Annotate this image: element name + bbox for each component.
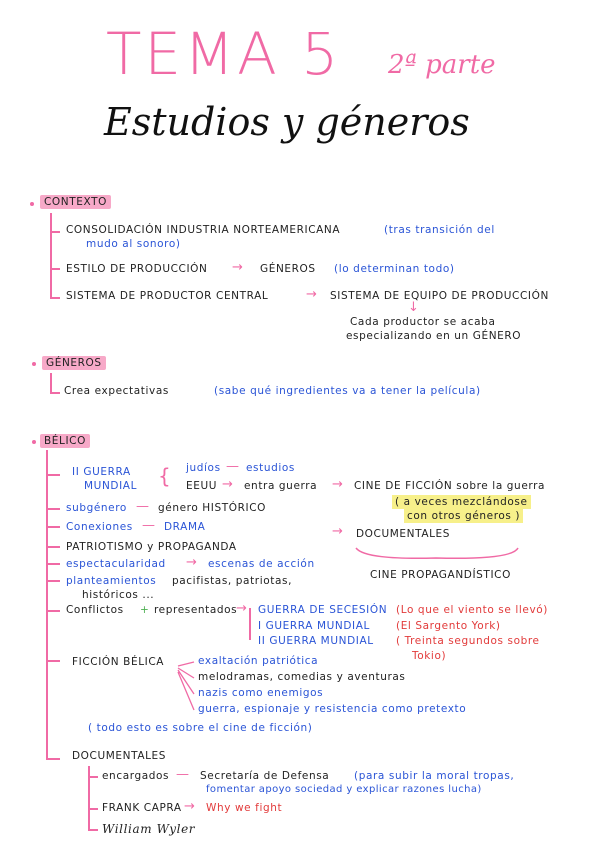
contexto-line1-note2: mudo al sonoro) [86,238,181,250]
contexto-line4b: especializando en un GÉNERO [346,330,522,342]
contexto-line1-note: (tras transición del [384,224,495,236]
guerra-1: I GUERRA MUNDIAL [258,620,370,632]
secretaria-note2: fomentar apoyo sociedad y explicar razones lucha) [206,784,482,795]
documentales: DOCUMENTALES [356,528,451,540]
contexto-line4a: Cada productor se acaba [350,316,496,328]
ficcion-belica: FICCIÓN BÉLICA [72,656,165,668]
conflictos: Conflictos [66,604,124,616]
contexto-line2-target: GÉNEROS [260,263,316,275]
why-we-fight: Why we fight [206,802,283,814]
secretaria: Secretaría de Defensa [200,770,330,782]
subgenero: subgénero [66,502,127,514]
drama: DRAMA [164,521,206,533]
contexto-line3-target: SISTEMA DE EQUIPO DE PRODUCCIÓN [330,290,549,302]
page-heading: Estudios y géneros [104,100,470,144]
estudios: estudios [246,462,295,474]
parte-label: 2ª parte [388,50,496,80]
documentales2: DOCUMENTALES [72,750,167,762]
contexto-line1: CONSOLIDACIÓN INDUSTRIA NORTEAMERICANA [66,224,341,236]
guerra-a: II GUERRA [72,466,131,478]
conexiones: Conexiones [66,521,133,533]
nazis: nazis como enemigos [198,687,324,699]
arrow-right-icon: — [136,499,149,514]
generos-line1-note: (sabe qué ingredientes va a tener la película) [214,385,481,397]
representados: representados [154,604,238,616]
judios: judíos [186,462,221,474]
exaltacion: exaltación patriótica [198,655,319,667]
guerra-1-note: (El Sargento York) [396,620,501,632]
generos-line1: Crea expectativas [64,385,169,397]
guerra-2: II GUERRA MUNDIAL [258,635,374,647]
guerra-secesion: GUERRA DE SECESIÓN [258,604,388,616]
cine-propagandistico: CINE PROPAGANDÍSTICO [370,569,511,581]
contexto-label: CONTEXTO [40,196,111,208]
cine-ficcion: CINE DE FICCIÓN sobre la guerra [354,480,546,492]
mezclandose-b: con otros géneros ) [404,510,523,522]
historicos: históricos ... [82,589,155,601]
william-wyler: William Wyler [102,822,196,836]
arrow-right-icon: → [184,799,195,814]
tema-title: TEMA 5 [106,20,342,88]
mezclandose-a: ( a veces mezclándose [392,496,531,508]
arrow-right-icon: → [332,477,343,492]
contexto-line2-note: (lo determinan todo) [334,263,455,275]
plus-sign: + [140,604,150,616]
escenas-accion: escenas de acción [208,558,315,570]
guerra-2-note: ( Treinta segundos sobre [396,635,540,647]
guerra-2-note2: Tokio) [412,650,447,662]
brace-icon: { [158,464,171,488]
guerra-secesion-note: (Lo que el viento se llevó) [396,604,548,616]
entra-guerra: entra guerra [244,480,318,492]
arrow-right-icon: → [236,601,247,616]
patriotismo: PATRIOTISMO y PROPAGANDA [66,541,237,553]
genero-historico: género HISTÓRICO [158,502,267,514]
melodramas: melodramas, comedias y aventuras [198,671,406,683]
arrow-right-icon: — [176,767,189,782]
encargados: encargados [102,770,170,782]
eeuu: EEUU [186,480,218,492]
arrow-right-icon: → [332,524,343,539]
belico-label: BÉLICO [40,435,90,447]
espectacularidad: espectacularidad [66,558,166,570]
secretaria-note: (para subir la moral tropas, [354,770,515,782]
arrow-right-icon: → [306,287,317,302]
arrow-right-icon: → [232,260,243,275]
arrow-down-icon: ↓ [408,300,419,315]
generos-label: GÉNEROS [42,357,106,369]
arrow-right-icon: — [142,518,155,533]
todo-esto: ( todo esto es sobre el cine de ficción) [88,722,313,734]
arrow-right-icon: → [186,555,197,570]
contexto-line3: SISTEMA DE PRODUCTOR CENTRAL [66,290,269,302]
arrow-right-icon: → [222,477,233,492]
contexto-line2: ESTILO DE PRODUCCIÓN [66,263,208,275]
pacifistas: pacifistas, patriotas, [172,575,293,587]
guerra-b: MUNDIAL [84,480,138,492]
espionaje: guerra, espionaje y resistencia como pretexto [198,703,467,715]
planteamientos: planteamientos [66,575,157,587]
frank-capra: FRANK CAPRA [102,802,182,814]
arrow-right-icon: — [226,459,239,474]
